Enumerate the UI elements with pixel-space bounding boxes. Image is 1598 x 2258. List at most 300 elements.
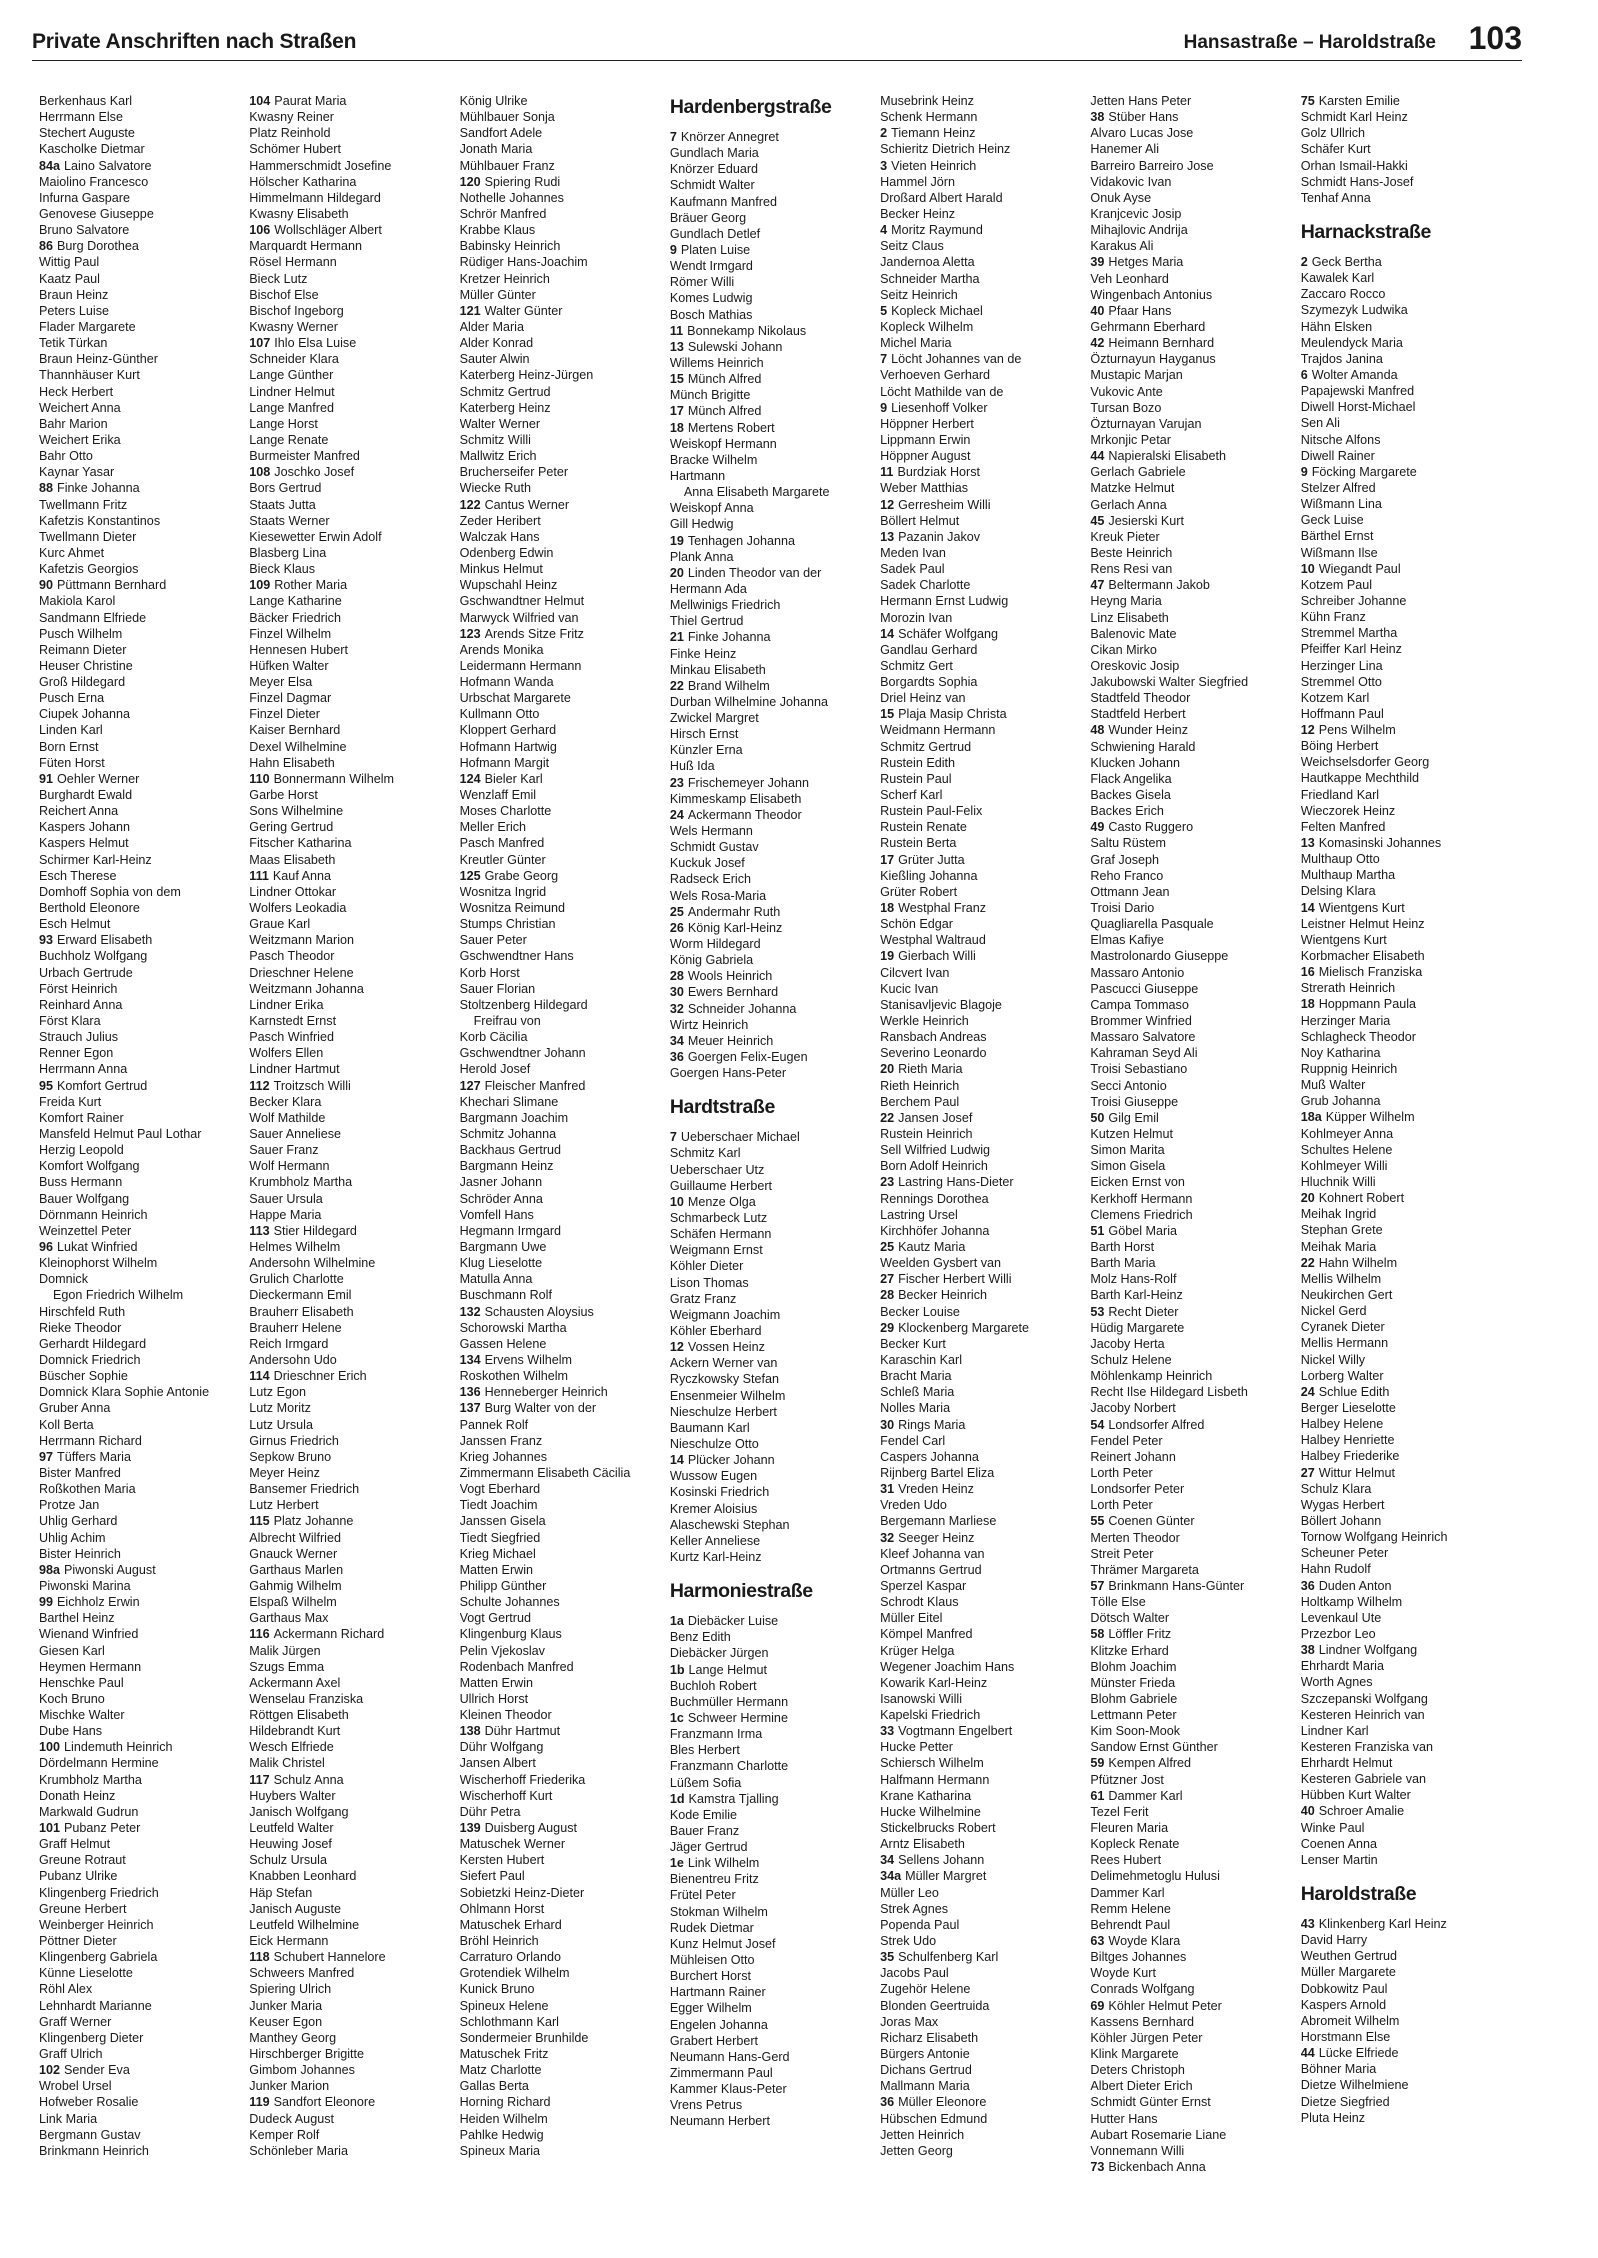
house-number: 31 [880, 1482, 895, 1497]
directory-entry [880, 642, 1078, 658]
resident-name: Cantus Werner [484, 497, 570, 512]
resident-name: Gering Gertrud [249, 820, 334, 835]
directory-entry [460, 2094, 658, 2110]
house-number: 109 [249, 578, 271, 593]
directory-entry [39, 852, 237, 868]
directory-entry [670, 1210, 868, 1226]
directory-entry [670, 355, 868, 371]
directory-entry [460, 416, 658, 432]
resident-name: Carraturo Orlando [459, 1950, 562, 1965]
house-number: 5 [880, 303, 888, 318]
resident-name: Orhan Ismail-Hakki [1300, 158, 1408, 173]
resident-name: Gilg Emil [1108, 1110, 1159, 1125]
resident-name: Löcht Mathilde van de [880, 384, 1004, 399]
directory-entry [670, 1984, 868, 2000]
resident-name: Kühn Franz [1300, 610, 1366, 625]
resident-name: Vidakovic Ivan [1090, 174, 1172, 189]
resident-name: Lehnhardt Marianne [39, 1998, 152, 2013]
resident-name: Willems Heinrich [669, 355, 764, 370]
resident-name: Komfort Rainer [39, 1110, 124, 1125]
directory-entry [670, 1242, 868, 1258]
resident-name: Bräuer Georg [669, 210, 747, 225]
resident-name: Bieler Karl [484, 771, 543, 786]
directory-entry [1090, 141, 1288, 157]
resident-name: Weber Matthias [880, 481, 969, 496]
resident-name: Plücker Johann [687, 1453, 775, 1468]
directory-entry [460, 981, 658, 997]
resident-name: Kotzem Karl [1300, 690, 1370, 705]
directory-entry [249, 303, 447, 319]
house-number: 33 [880, 1724, 895, 1739]
resident-name: Jetten Hans Peter [1090, 94, 1192, 108]
resident-name: Kießling Johanna [880, 868, 978, 883]
directory-entry [39, 593, 237, 609]
directory-entry [249, 1772, 447, 1788]
directory-entry [1090, 1901, 1288, 1917]
resident-name: Graff Werner [39, 2014, 112, 2029]
directory-entry [880, 1320, 1078, 1336]
directory-entry [880, 868, 1078, 884]
resident-name: Junker Marion [249, 2079, 330, 2094]
resident-name: Nothelle Johannes [459, 190, 564, 205]
directory-entry [249, 755, 447, 771]
directory-entry [460, 141, 658, 157]
resident-name: Mallwitz Erich [459, 449, 537, 464]
resident-name: Gerlach Anna [1090, 497, 1167, 512]
directory-entry [1090, 545, 1288, 561]
resident-name: Kurtz Karl-Heinz [669, 1549, 762, 1564]
resident-name: Löcht Johannes van de [891, 352, 1022, 367]
directory-entry [670, 1775, 868, 1791]
resident-name: Hofweber Rosalie [39, 2095, 139, 2110]
directory-entry [249, 1998, 447, 2014]
resident-name: Andersohn Wilhelmine [249, 1256, 376, 1271]
directory-entry [1090, 497, 1288, 513]
resident-name: Vogt Eberhard [459, 1482, 541, 1497]
directory-entry [670, 1484, 868, 1500]
directory-entry [1090, 1174, 1288, 1190]
directory-entry [880, 1094, 1078, 1110]
house-number: 75 [1300, 94, 1315, 108]
resident-name: Lukat Winfried [57, 1239, 138, 1254]
directory-entry [460, 1029, 658, 1045]
directory-entry [880, 2014, 1078, 2030]
resident-name: Wunder Heinz [1108, 723, 1188, 738]
resident-name: Ryczkowsky Stefan [669, 1372, 780, 1387]
directory-entry [670, 1275, 868, 1291]
house-number: 25 [880, 1239, 895, 1254]
directory-entry [1301, 2029, 1499, 2045]
resident-name: Tenhagen Johanna [687, 533, 796, 548]
directory-entry [249, 1352, 447, 1368]
directory-entry [1301, 932, 1499, 948]
resident-name: Wolter Amanda [1311, 367, 1398, 382]
resident-name: Clemens Friedrich [1090, 1207, 1193, 1222]
resident-name: Weiskopf Anna [669, 501, 754, 516]
directory-entry [880, 1675, 1078, 1691]
house-number: 11 [880, 465, 894, 480]
directory-entry [460, 448, 658, 464]
directory-entry [249, 206, 447, 222]
directory-entry [460, 658, 658, 674]
directory-entry [39, 1836, 237, 1852]
resident-name: Ueberschaer Michael [680, 1130, 800, 1145]
directory-entry [880, 1546, 1078, 1562]
directory-entry [1090, 367, 1288, 383]
resident-name: Szugs Emma [249, 1659, 325, 1674]
resident-name: Pubanz Ulrike [39, 1869, 118, 1884]
directory-entry [880, 2143, 1078, 2159]
resident-name: Werkle Heinrich [880, 1014, 969, 1029]
resident-name: Köhler Helmut Peter [1108, 1998, 1222, 2013]
directory-entry [249, 125, 447, 141]
directory-entry [670, 290, 868, 306]
house-number: 117 [249, 1772, 270, 1787]
resident-name: Rodenbach Manfred [459, 1659, 574, 1674]
directory-entry [460, 706, 658, 722]
resident-name: Eick Hermann [249, 1934, 329, 1949]
directory-entry [249, 706, 447, 722]
directory-entry [1090, 1320, 1288, 1336]
directory-entry [460, 803, 658, 819]
resident-name: Lenser Martin [1300, 1852, 1378, 1867]
house-number: 49 [1090, 820, 1105, 835]
house-number: 18 [1300, 997, 1315, 1012]
directory-entry [39, 400, 237, 416]
resident-name: Kersten Hubert [459, 1853, 545, 1868]
directory-entry [670, 533, 868, 549]
directory-entry [460, 2127, 658, 2143]
directory-entry [1301, 1158, 1499, 1174]
directory-entry [880, 1707, 1078, 1723]
resident-name: Wenselau Franziska [249, 1691, 364, 1706]
resident-name: Anna Elisabeth Margarete [683, 485, 830, 500]
directory-entry [1301, 658, 1499, 674]
resident-name: Trajdos Janina [1300, 351, 1383, 366]
resident-name: Graff Ulrich [39, 2047, 103, 2062]
directory-entry [39, 254, 237, 270]
resident-name: Beste Heinrich [1090, 545, 1173, 560]
resident-name: Egger Wilhelm [669, 2001, 752, 2016]
directory-entry [249, 965, 447, 981]
directory-entry [39, 1707, 237, 1723]
house-number: 104 [249, 94, 271, 108]
directory-entry [249, 561, 447, 577]
directory-entry [1090, 1998, 1288, 2014]
directory-entry [460, 1707, 658, 1723]
directory-entry [670, 807, 868, 823]
resident-name: Föcking Margarete [1311, 464, 1417, 479]
directory-entry [670, 597, 868, 613]
resident-name: Finzel Wilhelm [249, 626, 332, 641]
directory-entry [460, 1917, 658, 1933]
resident-name: Bister Heinrich [39, 1546, 121, 1561]
directory-entry [39, 238, 237, 254]
resident-name: Hermann Ernst Ludwig [880, 594, 1009, 609]
directory-entry [39, 722, 237, 738]
directory-entry [880, 1788, 1078, 1804]
directory-entry [1090, 2111, 1288, 2127]
directory-entry [39, 674, 237, 690]
directory-entry [880, 480, 1078, 496]
directory-entry [880, 803, 1078, 819]
resident-name: Morozin Ivan [880, 610, 953, 625]
resident-name: Klingenberg Dieter [39, 2030, 144, 2045]
resident-name: Mellis Wilhelm [1300, 1271, 1382, 1286]
directory-entry [249, 916, 447, 932]
resident-name: Herzinger Lina [1300, 658, 1383, 673]
directory-entry [39, 1352, 237, 1368]
directory-entry [670, 1371, 868, 1387]
directory-entry [1301, 351, 1499, 367]
resident-name: Bargmann Heinz [459, 1159, 554, 1174]
directory-entry [880, 254, 1078, 270]
directory-entry [1301, 415, 1499, 431]
directory-entry [1301, 1432, 1499, 1448]
resident-name: Nickel Willy [1300, 1352, 1366, 1367]
resident-name: David Harry [1300, 1933, 1368, 1948]
directory-entry [249, 1901, 447, 1917]
resident-name: Franzmann Charlotte [669, 1759, 789, 1774]
house-number: 58 [1090, 1627, 1105, 1642]
directory-entry [39, 1255, 237, 1271]
resident-name: Andermahr Ruth [687, 904, 781, 919]
resident-name: Heymen Hermann [39, 1659, 142, 1674]
directory-entry [460, 2143, 658, 2159]
resident-name: Dexel Wilhelmine [249, 739, 347, 754]
directory-entry [460, 739, 658, 755]
street-range: Hansastraße – Haroldstraße [1183, 32, 1436, 53]
resident-name: Staats Jutta [249, 497, 316, 512]
house-number: 21 [669, 630, 684, 645]
directory-entry [1301, 803, 1499, 819]
resident-name: Ortmanns Gertrud [880, 1562, 982, 1577]
directory-entry [1301, 722, 1499, 738]
directory-entry [670, 549, 868, 565]
resident-name: Graff Helmut [39, 1837, 111, 1852]
resident-name: Spiering Rudi [484, 174, 561, 189]
resident-name: Domhoff Sophia von dem [39, 884, 181, 899]
resident-name: Jesierski Kurt [1108, 513, 1185, 528]
resident-name: Gassen Helene [459, 1336, 547, 1351]
directory-entry [880, 174, 1078, 190]
directory-entry [1301, 545, 1499, 561]
directory-entry [1090, 690, 1288, 706]
directory-entry [39, 2111, 237, 2127]
directory-entry [39, 932, 237, 948]
house-number: 88 [39, 481, 54, 496]
directory-entry [1090, 464, 1288, 480]
resident-name: Komes Ludwig [669, 291, 753, 306]
resident-name: Klingenburg Klaus [459, 1627, 562, 1642]
directory-entry [460, 432, 658, 448]
resident-name: Becker Kurt [880, 1336, 946, 1351]
resident-name: Weuthen Gertrud [1300, 1949, 1398, 1964]
house-number: 122 [459, 497, 481, 512]
directory-entry [1301, 738, 1499, 754]
directory-entry [1301, 1610, 1499, 1626]
directory-entry [460, 1723, 658, 1739]
directory-entry [39, 900, 237, 916]
resident-name: Troitzsch Willi [273, 1078, 351, 1093]
house-number: 127 [459, 1078, 481, 1093]
directory-entry [249, 222, 447, 238]
resident-name: Albert Dieter Erich [1090, 2079, 1193, 2094]
resident-name: Dörnmann Heinrich [39, 1207, 148, 1222]
directory-entry [39, 916, 237, 932]
directory-entry [460, 1045, 658, 1061]
resident-name: Weigmann Joachim [669, 1307, 781, 1322]
house-number: 9 [880, 400, 888, 415]
resident-name: Molz Hans-Rolf [1090, 1272, 1177, 1287]
resident-name: Abromeit Wilhelm [1300, 2013, 1400, 2028]
directory-entry [39, 1626, 237, 1642]
resident-name: Geck Bertha [1311, 254, 1382, 269]
directory-entry [1090, 1643, 1288, 1659]
directory-entry [880, 1610, 1078, 1626]
resident-name: Vogt Gertrud [459, 1611, 531, 1626]
resident-name: Maas Elisabeth [249, 852, 336, 867]
house-number: 23 [669, 775, 684, 790]
resident-name: Lorberg Walter [1300, 1368, 1384, 1383]
resident-name: Hucke Petter [880, 1740, 953, 1755]
directory-entry [1090, 109, 1288, 125]
directory-entry [1090, 1675, 1288, 1691]
resident-name: Coenen Anna [1300, 1836, 1378, 1851]
directory-entry [460, 593, 658, 609]
resident-name: Schneider Johanna [687, 1001, 797, 1016]
house-number: 27 [880, 1272, 895, 1287]
directory-entry [1301, 1691, 1499, 1707]
resident-name: Bieck Lutz [249, 271, 308, 286]
resident-name: Happe Maria [249, 1207, 322, 1222]
house-number: 61 [1090, 1788, 1105, 1803]
resident-name: Kopleck Wilhelm [880, 319, 974, 334]
directory-entry [249, 932, 447, 948]
resident-name: Bischof Ingeborg [249, 303, 344, 318]
resident-name: Westphal Franz [898, 901, 987, 916]
resident-name: Herrmann Else [39, 110, 123, 125]
resident-name: Pöttner Dieter [39, 1934, 117, 1949]
directory-entry [880, 1965, 1078, 1981]
resident-name: Schultes Helene [1300, 1142, 1393, 1157]
directory-entry [1301, 1964, 1499, 1980]
directory-entry [670, 1033, 868, 1049]
resident-name: Streit Peter [1090, 1546, 1154, 1561]
resident-name: Dieckermann Emil [249, 1288, 352, 1303]
resident-name: Drieschner Helene [249, 965, 354, 980]
resident-name: Delimehmetoglu Hulusi [1090, 1869, 1220, 1884]
directory-entry [1090, 384, 1288, 400]
directory-entry [670, 726, 868, 742]
directory-entry [1090, 2030, 1288, 2046]
directory-entry [880, 513, 1078, 529]
resident-name: Jakubowski Walter Siegfried [1090, 675, 1249, 690]
directory-entry [880, 1142, 1078, 1158]
directory-entry [460, 1304, 658, 1320]
resident-name: Zwickel Margret [669, 711, 759, 726]
street-heading: Hardenbergstraße [669, 96, 832, 118]
resident-name: Pazanin Jakov [898, 529, 981, 544]
resident-name: Veh Leonhard [1090, 271, 1169, 286]
directory-entry [39, 997, 237, 1013]
resident-name: Lindner Wolfgang [1318, 1643, 1418, 1658]
resident-name: Walter Werner [459, 416, 541, 431]
resident-name: Zimmermann Elisabeth Cäcilia [459, 1465, 631, 1480]
resident-name: Henschke Paul [39, 1675, 124, 1690]
resident-name: Burg Walter von der [484, 1401, 597, 1416]
directory-entry [1301, 1061, 1499, 1077]
directory-entry [39, 577, 237, 593]
resident-name: Strek Udo [880, 1934, 937, 1949]
resident-name: Worth Agnes [1300, 1675, 1373, 1690]
resident-name: Strek Agnes [880, 1901, 949, 1916]
resident-name: Hahn Wilhelm [1318, 1255, 1398, 1270]
resident-name: Komasinski Johannes [1318, 836, 1442, 851]
directory-entry [39, 868, 237, 884]
house-number: 26 [669, 920, 684, 935]
house-number: 28 [669, 969, 684, 984]
directory-entry [880, 1594, 1078, 1610]
directory-entry [39, 1061, 237, 1077]
directory-entry [460, 271, 658, 287]
directory-entry [460, 1400, 658, 1416]
resident-name: Dube Hans [39, 1724, 103, 1739]
directory-entry [460, 642, 658, 658]
resident-name: Kautz Maria [898, 1239, 966, 1254]
resident-name: Hutter Hans [1090, 2111, 1158, 2126]
resident-name: Zimmermann Paul [669, 2066, 773, 2081]
resident-name: Andersohn Udo [249, 1352, 337, 1367]
directory-entry [1090, 335, 1288, 351]
resident-name: Schäfer Wolfgang [898, 626, 999, 641]
resident-name: Wieczorek Heinz [1300, 803, 1396, 818]
directory-entry [460, 206, 658, 222]
directory-entry [1301, 1594, 1499, 1610]
directory-entry [39, 1578, 237, 1594]
resident-name: Jandernoa Aletta [880, 255, 975, 270]
resident-name: Alvaro Lucas Jose [1090, 126, 1194, 141]
resident-name: Ensenmeier Wilhelm [669, 1388, 786, 1403]
resident-name: Ervens Wilhelm [484, 1352, 573, 1367]
directory-entry [1301, 1013, 1499, 1029]
resident-name: Wools Heinrich [687, 969, 773, 984]
resident-name: Karaschin Karl [880, 1352, 963, 1367]
directory-entry [39, 1013, 237, 1029]
resident-name: Schäfen Hermann [669, 1227, 772, 1242]
directory-entry [670, 920, 868, 936]
directory-entry [880, 2062, 1078, 2078]
resident-name: Kullmann Otto [459, 707, 540, 722]
directory-entry [1090, 2014, 1288, 2030]
resident-name: Arntz Elisabeth [880, 1837, 965, 1852]
directory-entry [1090, 1610, 1288, 1626]
resident-name: Müller Margret [905, 1869, 987, 1884]
resident-name: Hautkappe Mechthild [1300, 771, 1419, 786]
directory-entry [1301, 2077, 1499, 2093]
directory-entry [249, 238, 447, 254]
resident-name: Verhoeven Gerhard [880, 368, 991, 383]
directory-entry [880, 577, 1078, 593]
resident-name: Cikan Mirko [1090, 642, 1157, 657]
directory-entry [1301, 1771, 1499, 1787]
resident-name: Schulz Anna [273, 1772, 344, 1787]
resident-name: Müller Leo [880, 1885, 939, 1900]
directory-entry [460, 254, 658, 270]
directory-entry [460, 190, 658, 206]
resident-name: Bergemann Marliese [880, 1514, 997, 1529]
resident-name: Gerhardt Hildegard [39, 1336, 147, 1351]
